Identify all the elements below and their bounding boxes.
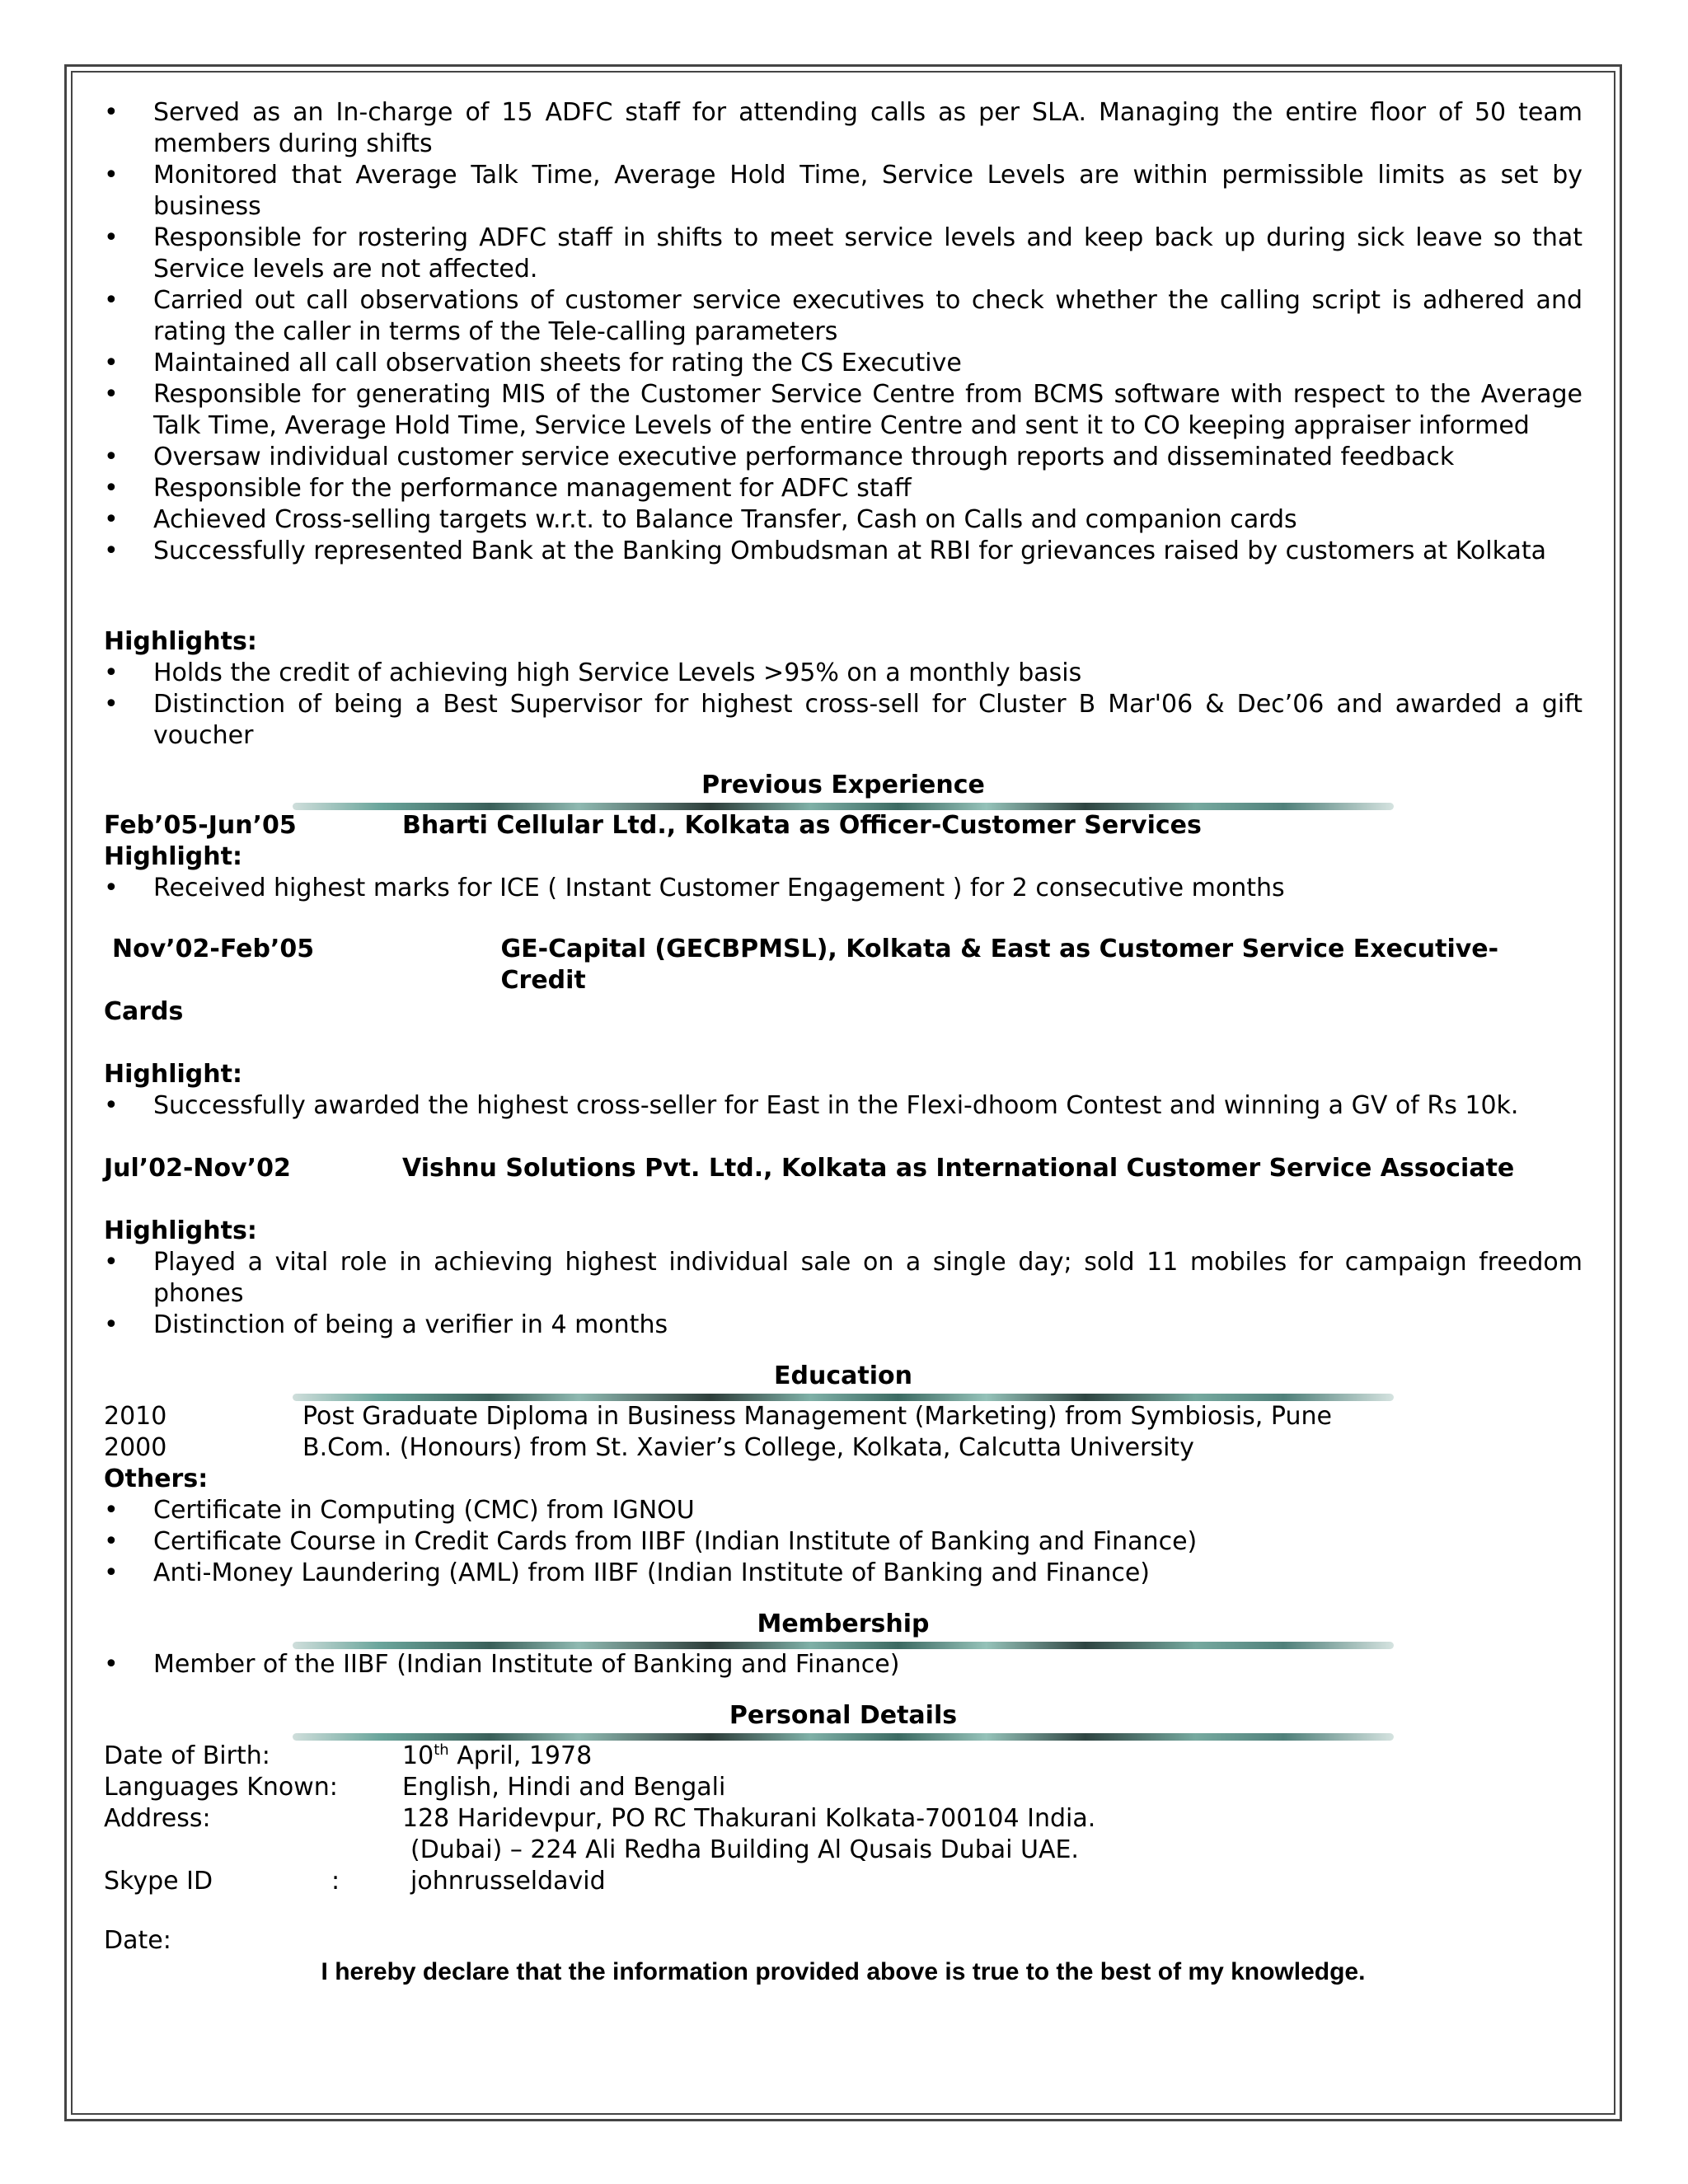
resume-page xyxy=(104,97,1582,1988)
highlights-list xyxy=(104,658,1582,752)
skype-label: Skype ID xyxy=(104,1867,213,1896)
section-divider xyxy=(293,803,1394,810)
list-item: • Distinction of being a verifier in 4 months xyxy=(104,1310,1582,1341)
list-item: • Served as an In-charge of 15 ADFC staff for attending calls as per SLA. Managing the entire floor of 50 team members during shifts xyxy=(104,97,1582,160)
languages-row xyxy=(104,1772,1582,1803)
education-year: 2000 xyxy=(104,1433,167,1462)
highlight-heading: Highlight: xyxy=(104,1060,242,1089)
highlight-heading: Highlights: xyxy=(104,1216,257,1245)
education-detail: Post Graduate Diploma in Business Management (Marketing) from Symbiosis, Pune xyxy=(302,1402,1332,1431)
list-item: • Maintained all call observation sheets for rating the CS Executive xyxy=(104,348,1582,379)
skype-colon: : xyxy=(331,1867,340,1896)
list-item: • Anti-Money Laundering (AML) from IIBF (Indian Institute of Banking and Finance) xyxy=(104,1558,1582,1589)
section-title-membership: Membership xyxy=(757,1610,930,1638)
job-period: Nov’02-Feb’05 xyxy=(112,935,315,963)
dob-suffix: th xyxy=(434,1741,449,1759)
job-role: Bharti Cellular Ltd., Kolkata as Officer-Customer Services xyxy=(402,811,1202,840)
job-role: GE-Capital (GECBPMSL), Kolkata & East as Customer Service Executive-Credit xyxy=(500,935,1499,995)
job-highlights-list xyxy=(104,1090,1582,1122)
address-row-2 xyxy=(104,1835,1582,1866)
section-title-personal-details: Personal Details xyxy=(729,1701,958,1730)
job-header xyxy=(104,1153,1582,1184)
list-item: • Distinction of being a Best Supervisor for highest cross-sell for Cluster B Mar'06 & Dec’06 and awarded a gift voucher xyxy=(104,689,1582,752)
date-label: Date: xyxy=(104,1926,171,1955)
address-row xyxy=(104,1803,1582,1835)
education-detail: B.Com. (Honours) from St. Xavier’s College, Kolkata, Calcutta University xyxy=(302,1433,1194,1462)
highlight-heading: Highlight: xyxy=(104,842,242,871)
list-item: • Monitored that Average Talk Time, Average Hold Time, Service Levels are within permissible limits as set by business xyxy=(104,160,1582,223)
membership-list xyxy=(104,1649,1582,1680)
section-divider xyxy=(293,1394,1394,1401)
job-period: Feb’05-Jun’05 xyxy=(104,811,297,840)
list-item: • Successfully awarded the highest cross-seller for East in the Flexi-dhoom Contest and winning a GV of Rs 10k. xyxy=(104,1090,1582,1122)
list-item: • Carried out call observations of customer service executives to check whether the calling script is adhered and rating the caller in terms of the Tele-calling parameters xyxy=(104,285,1582,348)
list-item: • Responsible for rostering ADFC staff in shifts to meet service levels and keep back up during sick leave so that Service levels are not affected. xyxy=(104,223,1582,285)
section-divider xyxy=(293,1733,1394,1741)
list-item: • Achieved Cross-selling targets w.r.t. to Balance Transfer, Cash on Calls and companion cards xyxy=(104,504,1582,536)
section-divider xyxy=(293,1642,1394,1649)
languages-value: English, Hindi and Bengali xyxy=(402,1773,726,1802)
section-title-previous-experience: Previous Experience xyxy=(701,771,985,799)
dob-value xyxy=(402,1741,592,1772)
list-item: • Holds the credit of achieving high Service Levels >95% on a monthly basis xyxy=(104,658,1582,689)
list-item: • Received highest marks for ICE ( Instant Customer Engagement ) for 2 consecutive months xyxy=(104,873,1582,904)
dob-row xyxy=(104,1741,1582,1772)
list-item: • Responsible for the performance management for ADFC staff xyxy=(104,473,1582,504)
section-title-education: Education xyxy=(774,1361,912,1390)
job-highlights-list xyxy=(104,1247,1582,1341)
dob-day: 10 xyxy=(402,1741,434,1770)
declaration: I hereby declare that the information provided above is true to the best of my knowledge. xyxy=(321,1958,1366,1985)
list-item: • Successfully represented Bank at the Banking Ombudsman at RBI for grievances raised by customers at Kolkata xyxy=(104,536,1582,567)
others-list xyxy=(104,1495,1582,1589)
highlights-heading: Highlights: xyxy=(104,627,257,656)
address-label: Address: xyxy=(104,1804,211,1833)
skype-value: johnrusseldavid xyxy=(410,1867,606,1896)
list-item: • Played a vital role in achieving highest individual sale on a single day; sold 11 mobiles for campaign freedom phones xyxy=(104,1247,1582,1310)
list-item: • Certificate Course in Credit Cards from IIBF (Indian Institute of Banking and Finance) xyxy=(104,1526,1582,1558)
dob-rest: April, 1978 xyxy=(448,1741,593,1770)
list-item: • Certificate in Computing (CMC) from IGNOU xyxy=(104,1495,1582,1526)
education-row xyxy=(104,1432,1582,1464)
job-header xyxy=(104,934,1582,996)
job-period: Jul’02-Nov’02 xyxy=(104,1154,291,1183)
dob-label: Date of Birth: xyxy=(104,1741,270,1770)
education-row xyxy=(104,1401,1582,1432)
address-line-1: 128 Haridevpur, PO RC Thakurani Kolkata-700104 India. xyxy=(402,1804,1096,1833)
list-item: • Member of the IIBF (Indian Institute of Banking and Finance) xyxy=(104,1649,1582,1680)
job-header xyxy=(104,810,1582,841)
job-role: Vishnu Solutions Pvt. Ltd., Kolkata as International Customer Service Associate xyxy=(402,1154,1515,1183)
job-role-continued: Cards xyxy=(104,997,184,1026)
list-item: • Oversaw individual customer service executive performance through reports and disseminated feedback xyxy=(104,442,1582,473)
job-highlights-list xyxy=(104,873,1582,904)
skype-row xyxy=(104,1866,1582,1897)
education-year: 2010 xyxy=(104,1402,167,1431)
experience-bullet-list xyxy=(104,97,1582,567)
address-line-2: (Dubai) – 224 Ali Redha Building Al Qusais Dubai UAE. xyxy=(410,1835,1079,1864)
others-heading: Others: xyxy=(104,1465,209,1493)
languages-label: Languages Known: xyxy=(104,1773,338,1802)
list-item: • Responsible for generating MIS of the Customer Service Centre from BCMS software with respect to the Average Talk Time, Average Hold Time, Service Levels of the entire Centre and sent it to CO keeping appraiser informed xyxy=(104,379,1582,442)
